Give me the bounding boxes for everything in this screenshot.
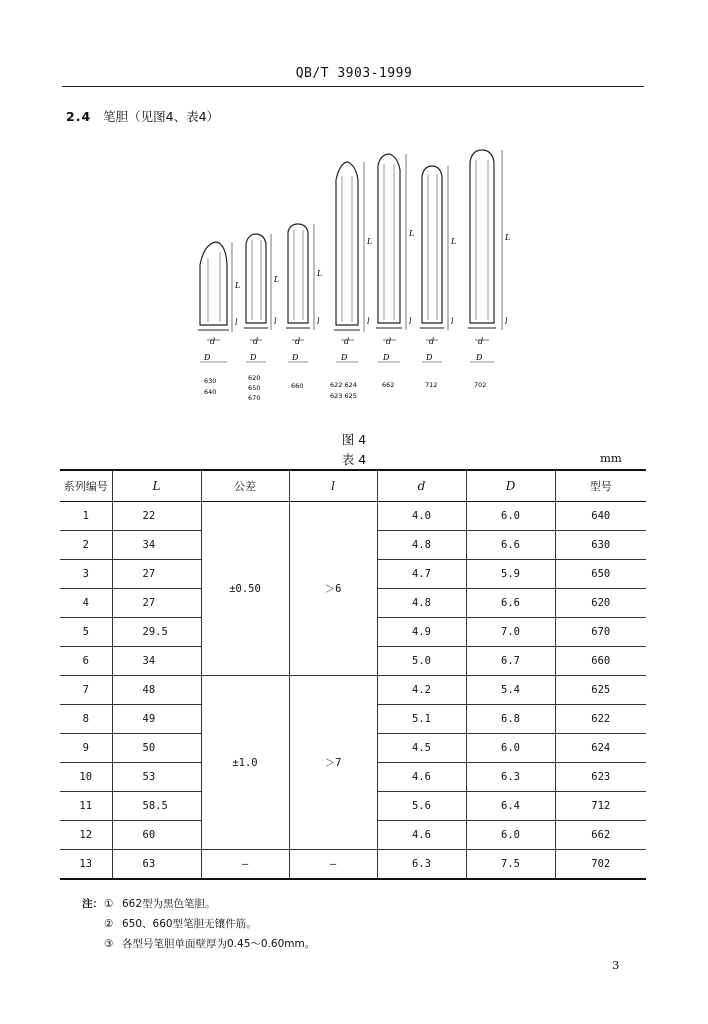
cell-model: 630 (555, 531, 646, 560)
dim-D-label-7: D (476, 353, 483, 362)
dim-D-label-5: D (383, 353, 390, 362)
note-text: 650、660型笔胆无镶件筋。 (122, 918, 257, 930)
model-label-712: 712 (425, 381, 438, 389)
cell-d: 4.2 (377, 676, 466, 705)
notes-lead: 注： (82, 898, 103, 910)
tube-622-625 (330, 162, 372, 400)
cell-d: 6.3 (377, 850, 466, 880)
dim-d-label-1: d (210, 337, 216, 346)
cell-L: 58.5 (112, 792, 201, 821)
cell-tolerance-group-1: ±0.50 (201, 502, 289, 676)
cell-series-no: 10 (60, 763, 112, 792)
dim-D-label-4: D (341, 353, 348, 362)
ink-tube-dimension-table (60, 469, 646, 880)
tube-712 (420, 166, 456, 389)
cell-L: 53 (112, 763, 201, 792)
cell-model: 702 (555, 850, 646, 880)
cell-series-no: 12 (60, 821, 112, 850)
header-d: d (377, 470, 466, 502)
cell-series-no: 1 (60, 502, 112, 531)
dim-L-label-2: L (274, 275, 280, 284)
cell-D: 6.8 (466, 705, 555, 734)
note-item (82, 914, 315, 934)
cell-model: 670 (555, 618, 646, 647)
cell-D: 7.0 (466, 618, 555, 647)
header-tolerance: 公差 (201, 470, 289, 502)
cell-series-no: 9 (60, 734, 112, 763)
cell-d: 4.9 (377, 618, 466, 647)
table-row (60, 850, 646, 880)
cell-tolerance-group-3: — (201, 850, 289, 880)
cell-model: 660 (555, 647, 646, 676)
note-text: 各型号笔胆单面壁厚为0.45～0.60mm。 (122, 938, 316, 950)
cell-model: 623 (555, 763, 646, 792)
dim-D-label-1: D (204, 353, 211, 362)
cell-D: 6.0 (466, 734, 555, 763)
note-item (82, 894, 315, 914)
header-l: l (289, 470, 377, 502)
dim-l-label-3: l (317, 317, 320, 326)
cell-D: 6.6 (466, 589, 555, 618)
tube-660 (286, 224, 322, 390)
cell-D: 6.3 (466, 763, 555, 792)
header-rule (62, 86, 644, 87)
dim-L-label-6: L (451, 237, 457, 246)
cell-L: 49 (112, 705, 201, 734)
cell-D: 6.4 (466, 792, 555, 821)
dim-l-label-5: l (409, 317, 412, 326)
dim-d-label-7: d (478, 337, 484, 346)
cell-model: 620 (555, 589, 646, 618)
cell-L: 50 (112, 734, 201, 763)
cell-L: 27 (112, 589, 201, 618)
cell-L: 34 (112, 647, 201, 676)
dim-d-label-3: d (295, 337, 301, 346)
cell-model: 624 (555, 734, 646, 763)
cell-model: 662 (555, 821, 646, 850)
ink-tube-figure (180, 140, 525, 410)
dim-L-label-7: L (505, 233, 511, 242)
cell-model: 712 (555, 792, 646, 821)
figure-caption: 图 4 (341, 432, 367, 447)
cell-L: 63 (112, 850, 201, 880)
tube-630-640 (198, 242, 240, 396)
cell-D: 6.0 (466, 502, 555, 531)
dim-l-label-4: l (367, 317, 370, 326)
cell-L: 34 (112, 531, 201, 560)
cell-D: 5.4 (466, 676, 555, 705)
cell-D: 5.9 (466, 560, 555, 589)
unit-label: mm (600, 451, 622, 465)
note-marker: ③ (104, 938, 114, 950)
dim-d-label-2: d (253, 337, 259, 346)
model-label-620: 620 (248, 374, 261, 382)
dim-l-label-1: l (235, 318, 238, 327)
dim-L-label-5: L (409, 229, 415, 238)
cell-D: 6.7 (466, 647, 555, 676)
standard-number-header: QB/T 3903-1999 (295, 66, 413, 81)
cell-series-no: 4 (60, 589, 112, 618)
table-caption: 表 4 (341, 452, 367, 467)
model-label-622-624: 622 624 (330, 381, 357, 389)
dim-l-label-6: l (451, 317, 454, 326)
dim-L-label-1: L (235, 281, 241, 290)
dim-D-label-6: D (426, 353, 433, 362)
cell-l-group-3: — (289, 850, 377, 880)
cell-d: 4.6 (377, 763, 466, 792)
cell-l-group-2: ＞7 (289, 676, 377, 850)
cell-l-group-1: ＞6 (289, 502, 377, 676)
tube-662 (376, 154, 414, 389)
cell-d: 5.1 (377, 705, 466, 734)
dim-D-label-3: D (292, 353, 299, 362)
cell-model: 640 (555, 502, 646, 531)
dim-L-label-3: L (317, 269, 323, 278)
model-label-650: 650 (248, 384, 261, 392)
cell-L: 29.5 (112, 618, 201, 647)
model-label-670: 670 (248, 394, 261, 402)
cell-d: 4.8 (377, 531, 466, 560)
note-marker: ② (104, 918, 114, 930)
tube-702 (468, 150, 510, 389)
model-label-623-625: 623 625 (330, 392, 357, 400)
cell-d: 4.5 (377, 734, 466, 763)
cell-series-no: 5 (60, 618, 112, 647)
cell-series-no: 6 (60, 647, 112, 676)
model-label-662: 662 (382, 381, 395, 389)
tube-620-650-670 (244, 234, 279, 402)
cell-series-no: 2 (60, 531, 112, 560)
cell-d: 4.0 (377, 502, 466, 531)
cell-D: 6.0 (466, 821, 555, 850)
cell-d: 5.6 (377, 792, 466, 821)
table-header-row (60, 470, 646, 502)
model-label-630: 630 (204, 377, 217, 385)
note-marker: ① (104, 898, 114, 910)
header-model: 型号 (555, 470, 646, 502)
cell-series-no: 11 (60, 792, 112, 821)
header-D: D (466, 470, 555, 502)
table-row (60, 502, 646, 531)
cell-L: 22 (112, 502, 201, 531)
cell-L: 48 (112, 676, 201, 705)
cell-model: 650 (555, 560, 646, 589)
dim-d-label-6: d (429, 337, 435, 346)
cell-d: 5.0 (377, 647, 466, 676)
section-heading (66, 107, 219, 125)
model-label-702: 702 (474, 381, 487, 389)
table-row (60, 676, 646, 705)
cell-series-no: 7 (60, 676, 112, 705)
cell-model: 625 (555, 676, 646, 705)
cell-D: 7.5 (466, 850, 555, 880)
dim-D-label-2: D (250, 353, 257, 362)
dim-d-label-5: d (386, 337, 392, 346)
cell-model: 622 (555, 705, 646, 734)
notes-block (82, 894, 315, 954)
section-number: 2.4 (66, 109, 92, 124)
note-item (82, 934, 315, 954)
dim-l-label-2: l (274, 317, 277, 326)
dim-l-label-7: l (505, 317, 508, 326)
cell-tolerance-group-2: ±1.0 (201, 676, 289, 850)
dim-d-label-4: d (344, 337, 350, 346)
cell-series-no: 3 (60, 560, 112, 589)
cell-d: 4.8 (377, 589, 466, 618)
cell-D: 6.6 (466, 531, 555, 560)
model-label-640: 640 (204, 388, 217, 396)
cell-d: 4.6 (377, 821, 466, 850)
section-title: 笔胆（见图4、表4） (103, 109, 220, 124)
cell-series-no: 13 (60, 850, 112, 880)
note-text: 662型为黑色笔胆。 (122, 898, 216, 910)
model-label-660: 660 (291, 382, 304, 390)
cell-L: 60 (112, 821, 201, 850)
dim-L-label-4: L (367, 237, 373, 246)
page-number: 3 (612, 958, 620, 972)
cell-d: 4.7 (377, 560, 466, 589)
header-series-no: 系列编号 (60, 470, 112, 502)
header-L: L (112, 470, 201, 502)
cell-series-no: 8 (60, 705, 112, 734)
cell-L: 27 (112, 560, 201, 589)
